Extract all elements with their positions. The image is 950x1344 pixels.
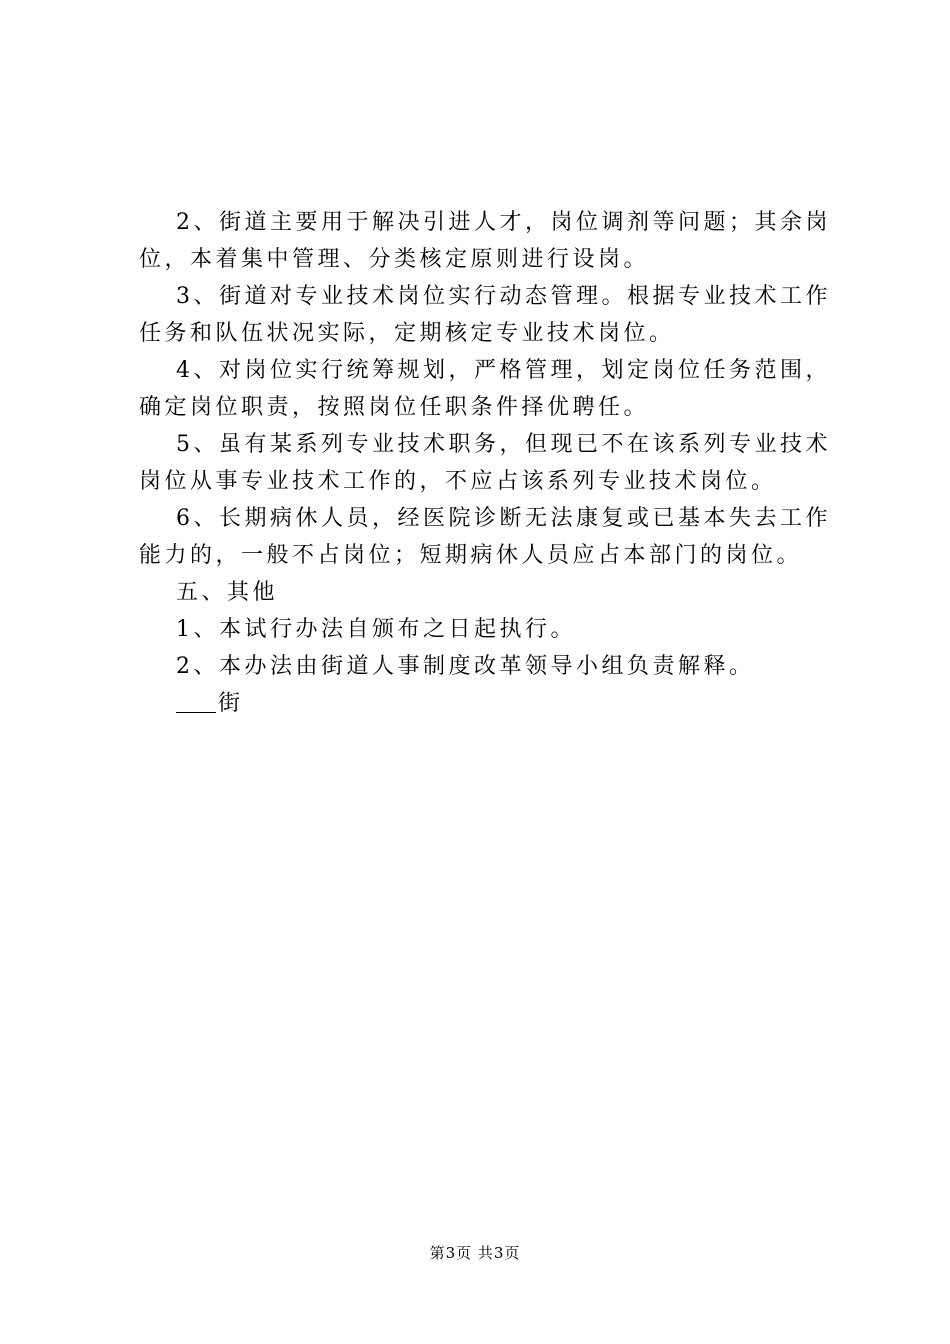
paragraph-3-line-2: 任务和队伍状况实际，定期核定专业技术岗位。 xyxy=(139,321,675,346)
item-2: 2、本办法由街道人事制度改革领导小组负责解释。 xyxy=(176,654,755,679)
item-1: 1、本试行办法自颁布之日起执行。 xyxy=(176,617,576,642)
paragraph-2-line-2: 位，本着集中管理、分类核定原则进行设岗。 xyxy=(139,247,650,272)
paragraph-6-line-2: 能力的，一般不占岗位；短期病休人员应占本部门的岗位。 xyxy=(139,543,803,568)
paragraph-5-line-1: 5、虽有某系列专业技术职务，但现已不在该系列专业技术 xyxy=(176,432,831,457)
paragraph-6-line-1: 6、长期病休人员，经医院诊断无法康复或已基本失去工作 xyxy=(176,506,831,531)
page-footer: 第3页 共3页 xyxy=(429,1244,521,1262)
paragraph-4-line-1: 4、对岗位实行统筹规划，严格管理，划定岗位任务范围， xyxy=(176,358,831,383)
signature-line xyxy=(139,685,839,722)
paragraph-4-line-2: 确定岗位职责，按照岗位任职条件择优聘任。 xyxy=(139,395,650,420)
section-heading: 五、其他 xyxy=(176,580,279,605)
paragraph-3-line-1: 3、街道对专业技术岗位实行动态管理。根据专业技术工作 xyxy=(176,284,831,309)
document-body xyxy=(139,204,839,722)
paragraph-5-line-2: 岗位从事专业技术工作的，不应占该系列专业技术岗位。 xyxy=(139,469,777,494)
signature-blank xyxy=(176,688,216,713)
paragraph-2-line-1: 2、街道主要用于解决引进人才，岗位调剂等问题；其余岗 xyxy=(176,210,831,235)
signature-text: 街 xyxy=(218,691,244,716)
